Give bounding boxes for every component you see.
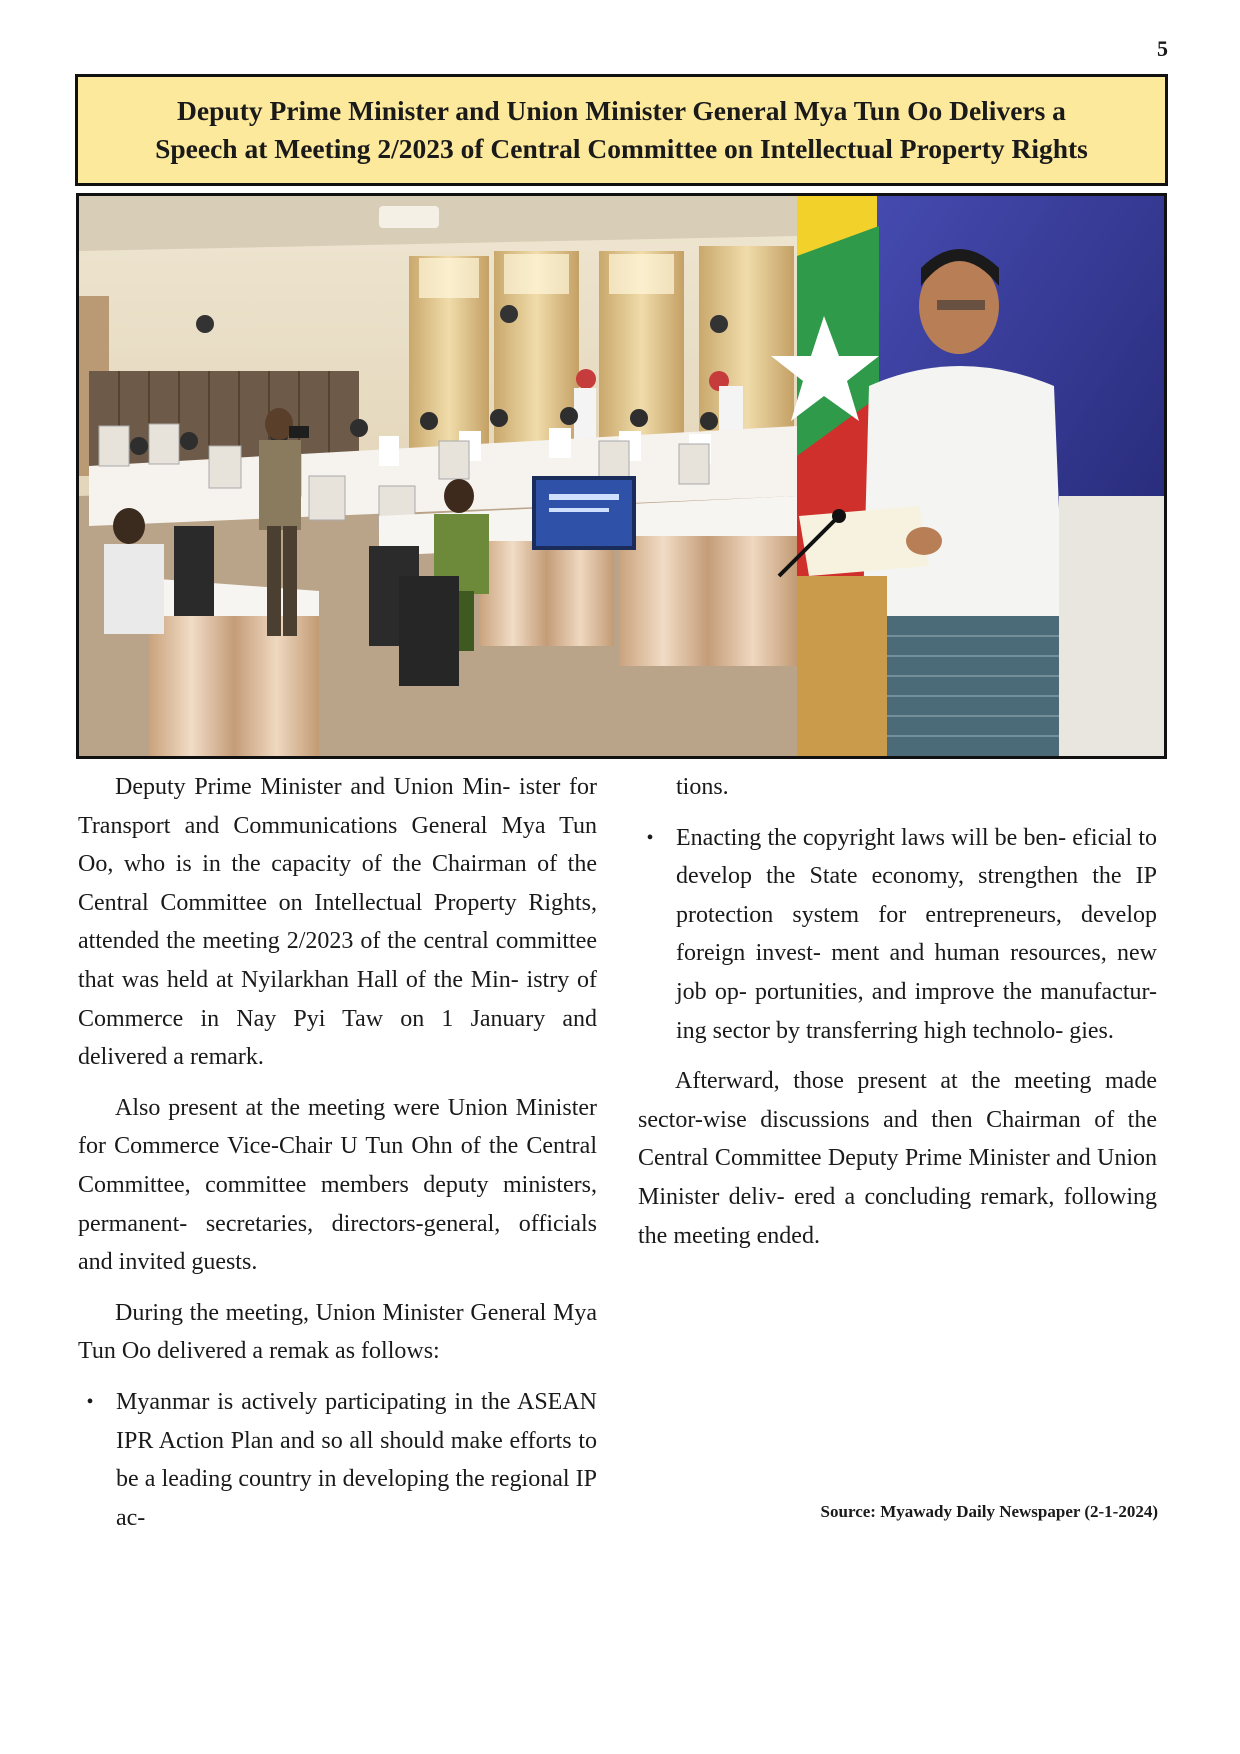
bullet-item-1 <box>78 1383 597 1537</box>
line: ASEAN IPR Action Plan and so all <box>116 1388 597 1454</box>
line: should make efforts to be a leading <box>116 1427 597 1493</box>
line: that was held at Nyilarkhan Hall of the Min- <box>78 966 519 993</box>
line: During the meeting, Union Minister <box>115 1299 471 1326</box>
line: strengthen the IP protection system for <box>676 863 1157 928</box>
line: Enacting the copyright laws will be ben- <box>676 824 1067 851</box>
line: tions. <box>676 774 729 800</box>
line: January and delivered a remark. <box>78 1005 598 1071</box>
bullet-item-1-continued <box>638 768 1157 807</box>
page-number: 5 <box>1157 36 1168 61</box>
line: of the Chairman of the Central Committee <box>78 851 598 916</box>
line: Myanmar is actively participating in the <box>116 1388 517 1415</box>
line: Deputy Prime Minister and Union Min- <box>115 774 511 800</box>
paragraph-2 <box>78 1089 597 1282</box>
meeting-photo-illustration <box>79 196 1164 756</box>
paragraph-4 <box>638 1062 1157 1255</box>
line: invited guests. <box>118 1249 258 1276</box>
line: meeting ended. <box>673 1222 820 1249</box>
line: portunities, and improve the manufactur- <box>754 978 1157 1005</box>
source-credit: Source: Myawady Daily Newspaper (2-1-2024) <box>820 1502 1158 1521</box>
line: General Mya Tun Oo, who is in the capacity <box>78 812 598 878</box>
line: members deputy ministers, permanent- <box>78 1171 597 1237</box>
line: follows: <box>361 1338 440 1365</box>
line: made sector-wise discussions and then <box>638 1068 1157 1133</box>
line: Also present at the meeting were Union <box>115 1094 516 1121</box>
line: Afterward, those present at the meeting <box>675 1068 1106 1095</box>
line: General Mya Tun Oo delivered a remak as <box>78 1299 597 1365</box>
headline-box <box>75 74 1168 186</box>
line: Ohn of the Central Committee, committee <box>78 1133 597 1198</box>
line: Chairman of the Central Committee Deputy <box>638 1106 1157 1172</box>
headline-line-2: Speech at Meeting 2/2023 of Central Committee on Intellectual Property Rights <box>155 133 1088 164</box>
line: ing sector by transferring high technolo- <box>676 1017 1064 1044</box>
bullet-item-2 <box>638 819 1157 1051</box>
line: eficial to develop the State economy, <box>676 824 1158 890</box>
right-column <box>638 768 1157 1255</box>
bullet-dot-icon: • <box>646 826 654 849</box>
left-column <box>78 768 597 1537</box>
line: secretaries, directors-general, officials and <box>78 1210 597 1276</box>
line: istry of Commerce in Nay Pyi Taw on 1 <box>78 966 597 1032</box>
line: meeting 2/2023 of the central committee <box>202 928 597 955</box>
line: country in developing the regional IP ac- <box>116 1466 597 1531</box>
line: ered a concluding remark, following the <box>638 1183 1158 1249</box>
line: on Intellectual Property Rights, attended the <box>78 889 598 955</box>
paragraph-3 <box>78 1294 597 1371</box>
line: ister for Transport and Communications <box>78 774 598 839</box>
line: Minister for Commerce Vice-Chair U Tun <box>78 1094 597 1160</box>
line: gies. <box>1069 1017 1114 1044</box>
headline <box>155 92 1088 168</box>
headline-line-1: Deputy Prime Minister and Union Minister General Mya Tun Oo Delivers a <box>177 95 1066 126</box>
line: ment and human resources, new job op- <box>676 940 1158 1005</box>
paragraph-1 <box>78 768 597 1077</box>
bullet-dot-icon: • <box>86 1390 94 1413</box>
line: Prime Minister and Union Minister deliv- <box>638 1145 1157 1210</box>
line: entrepreneurs, develop foreign invest- <box>676 901 1157 967</box>
meeting-photo <box>76 193 1167 759</box>
